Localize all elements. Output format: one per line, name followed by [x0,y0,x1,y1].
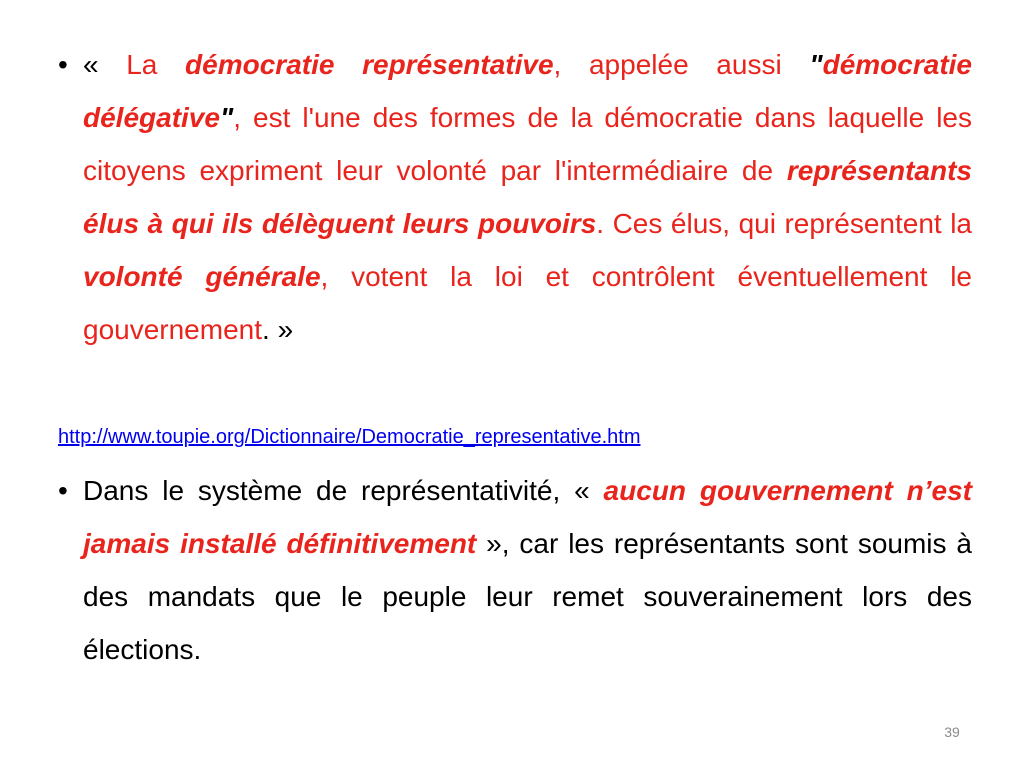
emphasis-term: aucun gouvernement n’est jamais installé définitivement [83,475,972,559]
text-run: , est l'une des formes de la démocratie dans laquelle les citoyens expriment leur volonté par l'intermédiaire de [83,102,972,186]
text-run: La [98,49,186,80]
open-quote: « [83,49,99,80]
text-run: , appelée aussi [553,49,810,80]
quote-paragraph [83,38,972,356]
emphasis-term: démocratie représentative [185,49,554,80]
body-paragraph [83,464,972,676]
text-run: , votent la loi et contrôlent éventuellement le gouvernement [83,261,972,345]
source-link[interactable]: http://www.toupie.org/Dictionnaire/Democratie_representative.htm [58,426,641,448]
close-quote: . » [262,314,294,345]
emphasis-term: démocratie délégative [83,49,973,133]
text-run: », car les représentants sont soumis à des mandats que le peuple leur remet souverainement lors des élections. [83,528,972,665]
text-run: Dans le système de représentativité, « [83,475,604,506]
bullet-item [58,464,972,676]
text-run: . Ces élus, qui représentent la [596,208,973,239]
quote-mark: " [219,102,234,133]
quote-mark: " [809,49,823,80]
bullet-icon: • [58,49,68,80]
emphasis-term: représentants élus à qui ils délèguent leurs pouvoirs [83,155,972,239]
page-number: 39 [944,724,960,740]
emphasis-term: volonté générale [83,261,321,292]
bullet-item [58,38,972,356]
bullet-icon: • [58,475,68,506]
